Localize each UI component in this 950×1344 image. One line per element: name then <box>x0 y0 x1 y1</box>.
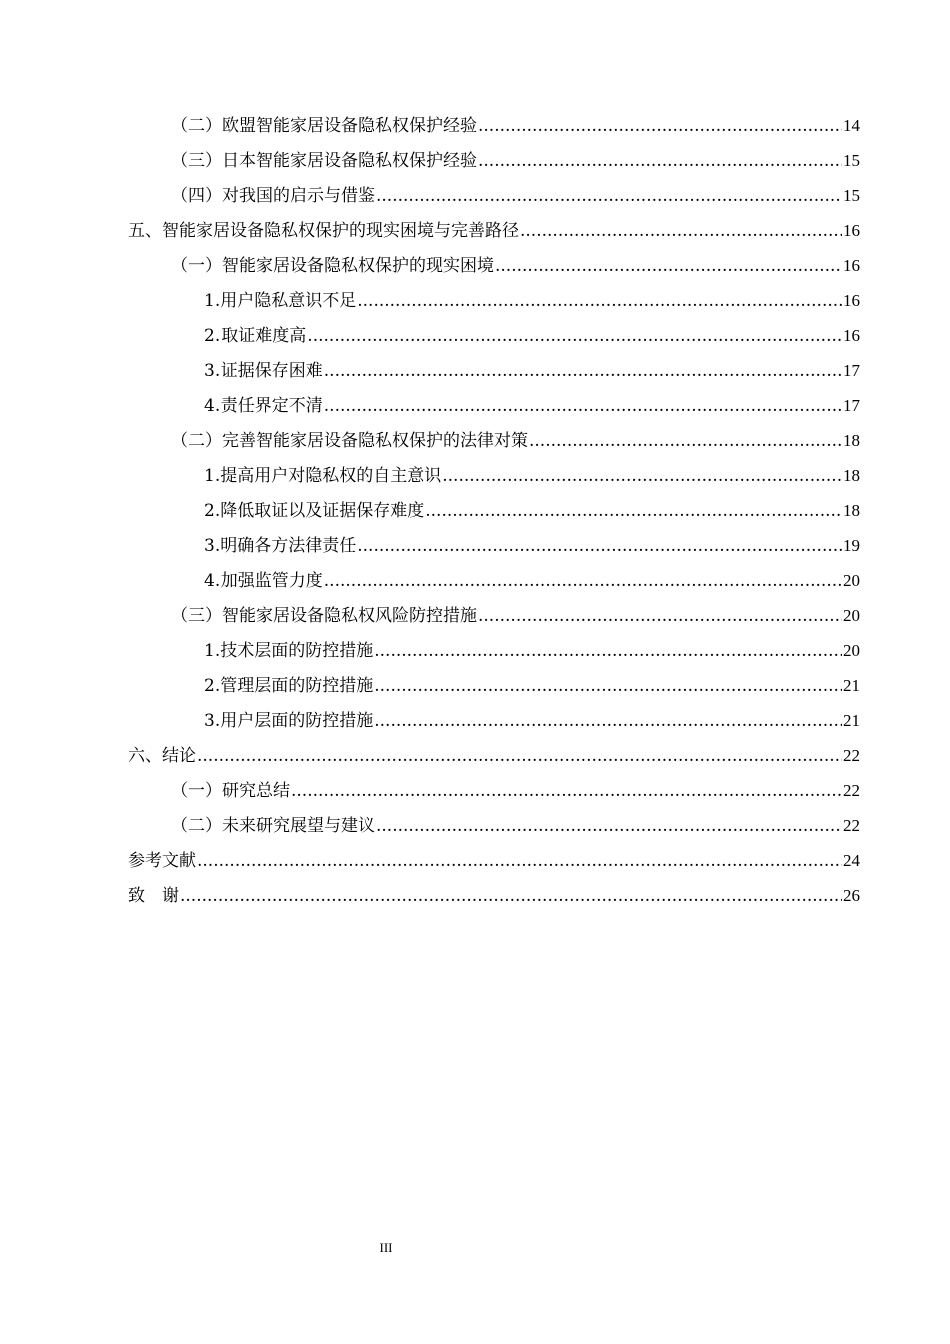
toc-entry-title: 明确各方法律责任 <box>220 536 357 556</box>
toc-entry-page: 18 <box>843 431 860 450</box>
toc-entry-number: 2. <box>204 326 221 346</box>
dot-leader <box>180 879 842 914</box>
toc-entry-page: 16 <box>843 221 860 240</box>
toc-entry-number: 2. <box>204 676 221 696</box>
toc-chapter-entry[interactable] <box>128 738 860 773</box>
toc-entry-page: 20 <box>843 606 860 625</box>
toc-entry-title: 降低取证以及证据保存难度 <box>220 501 425 521</box>
toc-entry-number: 3. <box>204 361 221 381</box>
toc-entry-page: 16 <box>843 326 860 345</box>
toc-entry-title: 取证难度高 <box>221 326 307 346</box>
toc-entry-number: （三） <box>171 151 222 171</box>
dot-leader <box>478 109 842 144</box>
dot-leader <box>357 284 842 319</box>
toc-entry-number: （一） <box>171 256 222 276</box>
toc-entry-page: 24 <box>843 851 860 870</box>
toc-entry-page: 18 <box>843 466 860 485</box>
toc-entry-title: 加强监管力度 <box>220 571 323 591</box>
dot-leader <box>324 354 842 389</box>
toc-entry-page: 22 <box>843 746 860 765</box>
dot-leader <box>478 144 842 179</box>
toc-entry-title: 证据保存困难 <box>220 361 323 381</box>
dot-leader <box>374 634 842 669</box>
dot-leader <box>376 809 842 844</box>
toc-entry-title: 智能家居设备隐私权保护的现实困境与完善路径 <box>162 221 519 241</box>
toc-entry-number: 六、 <box>128 746 162 766</box>
toc-entry[interactable] <box>204 283 860 318</box>
toc-entry[interactable] <box>204 528 860 563</box>
toc-references-entry[interactable] <box>128 843 860 878</box>
toc-chapter-entry[interactable] <box>128 213 860 248</box>
toc-entry-title: 日本智能家居设备隐私权保护经验 <box>222 151 477 171</box>
toc-entry-page: 18 <box>843 501 860 520</box>
toc-entry-page: 15 <box>843 186 860 205</box>
toc-entry-title: 用户层面的防控措施 <box>220 711 374 731</box>
toc-entry[interactable] <box>204 633 860 668</box>
dot-leader <box>291 774 842 809</box>
toc-entry-page: 20 <box>843 571 860 590</box>
dot-leader <box>442 459 842 494</box>
toc-entry-page: 19 <box>843 536 860 555</box>
toc-entry-number: （二） <box>171 816 222 836</box>
toc-entry[interactable] <box>171 598 860 633</box>
toc-entry[interactable] <box>204 563 860 598</box>
toc-entry-title: 提高用户对隐私权的自主意识 <box>220 466 442 486</box>
dot-leader <box>520 214 842 249</box>
toc-entry-page: 17 <box>843 361 860 380</box>
dot-leader <box>425 494 842 529</box>
toc-entry-number: （二） <box>171 431 222 451</box>
toc-acknowledgements-entry[interactable] <box>128 878 860 913</box>
toc-entry-title: 智能家居设备隐私权保护的现实困境 <box>222 256 494 276</box>
dot-leader <box>374 704 842 739</box>
toc-entry-title: 用户隐私意识不足 <box>220 291 357 311</box>
toc-entry-page: 26 <box>843 886 860 905</box>
toc-entry[interactable] <box>204 353 860 388</box>
toc-entry-page: 15 <box>843 151 860 170</box>
toc-entry-title: 对我国的启示与借鉴 <box>222 186 375 206</box>
toc-entry-title: 技术层面的防控措施 <box>220 641 374 661</box>
dot-leader <box>324 389 842 424</box>
dot-leader <box>376 179 842 214</box>
toc-entry[interactable] <box>204 668 860 703</box>
toc-entry-title: 智能家居设备隐私权风险防控措施 <box>222 606 477 626</box>
toc-entry[interactable] <box>171 423 860 458</box>
page-number-footer: III <box>379 1240 393 1255</box>
toc-entry-number: 4. <box>204 571 221 591</box>
toc-entry-number: （三） <box>171 606 222 626</box>
toc-entry[interactable] <box>171 178 860 213</box>
toc-entry-number: 1. <box>204 291 221 311</box>
toc-entry-page: 20 <box>843 641 860 660</box>
toc-entry-title: 完善智能家居设备隐私权保护的法律对策 <box>222 431 528 451</box>
toc-entry-title: 责任界定不清 <box>220 396 323 416</box>
toc-entry-title: 致 谢 <box>128 886 179 906</box>
toc-entry[interactable] <box>171 773 860 808</box>
toc-entry-page: 16 <box>843 256 860 275</box>
dot-leader <box>197 844 842 879</box>
toc-entry-number: 3. <box>204 711 221 731</box>
toc-entry[interactable] <box>204 318 860 353</box>
toc-entry[interactable] <box>171 143 860 178</box>
toc-entry-page: 21 <box>843 676 860 695</box>
toc-entry-number: （四） <box>171 186 222 206</box>
dot-leader <box>495 249 842 284</box>
toc-entry-page: 14 <box>843 116 860 135</box>
toc-entry-title: 结论 <box>162 746 196 766</box>
dot-leader <box>357 529 842 564</box>
dot-leader <box>197 739 842 774</box>
toc-entry[interactable] <box>171 248 860 283</box>
toc-entry[interactable] <box>171 808 860 843</box>
toc-entry-page: 22 <box>843 781 860 800</box>
toc-entry-page: 17 <box>843 396 860 415</box>
toc-entry[interactable] <box>171 108 860 143</box>
toc-entry-number: 五、 <box>128 221 162 241</box>
toc-entry-title: 管理层面的防控措施 <box>220 676 374 696</box>
toc-entry-title: 未来研究展望与建议 <box>222 816 375 836</box>
toc-entry[interactable] <box>204 388 860 423</box>
dot-leader <box>324 564 842 599</box>
dot-leader <box>478 599 842 634</box>
toc-entry-number: （一） <box>171 781 222 801</box>
toc-entry-number: 4. <box>204 396 221 416</box>
toc-entry-number: 3. <box>204 536 221 556</box>
toc-entry-number: （二） <box>171 116 222 136</box>
dot-leader <box>374 669 842 704</box>
dot-leader <box>307 319 842 354</box>
toc-entry[interactable] <box>204 493 860 528</box>
toc-entry-title: 研究总结 <box>222 781 290 801</box>
toc-entry-number: 2. <box>204 501 221 521</box>
toc-entry-title: 参考文献 <box>128 851 196 871</box>
toc-entry-number: 1. <box>204 641 221 661</box>
toc-entry-title: 欧盟智能家居设备隐私权保护经验 <box>222 116 477 136</box>
toc-entry-page: 16 <box>843 291 860 310</box>
toc-entry-page: 21 <box>843 711 860 730</box>
toc-entry-page: 22 <box>843 816 860 835</box>
dot-leader <box>529 424 842 459</box>
toc-entry-number: 1. <box>204 466 221 486</box>
toc-entry[interactable] <box>204 458 860 493</box>
toc-entry[interactable] <box>204 703 860 738</box>
